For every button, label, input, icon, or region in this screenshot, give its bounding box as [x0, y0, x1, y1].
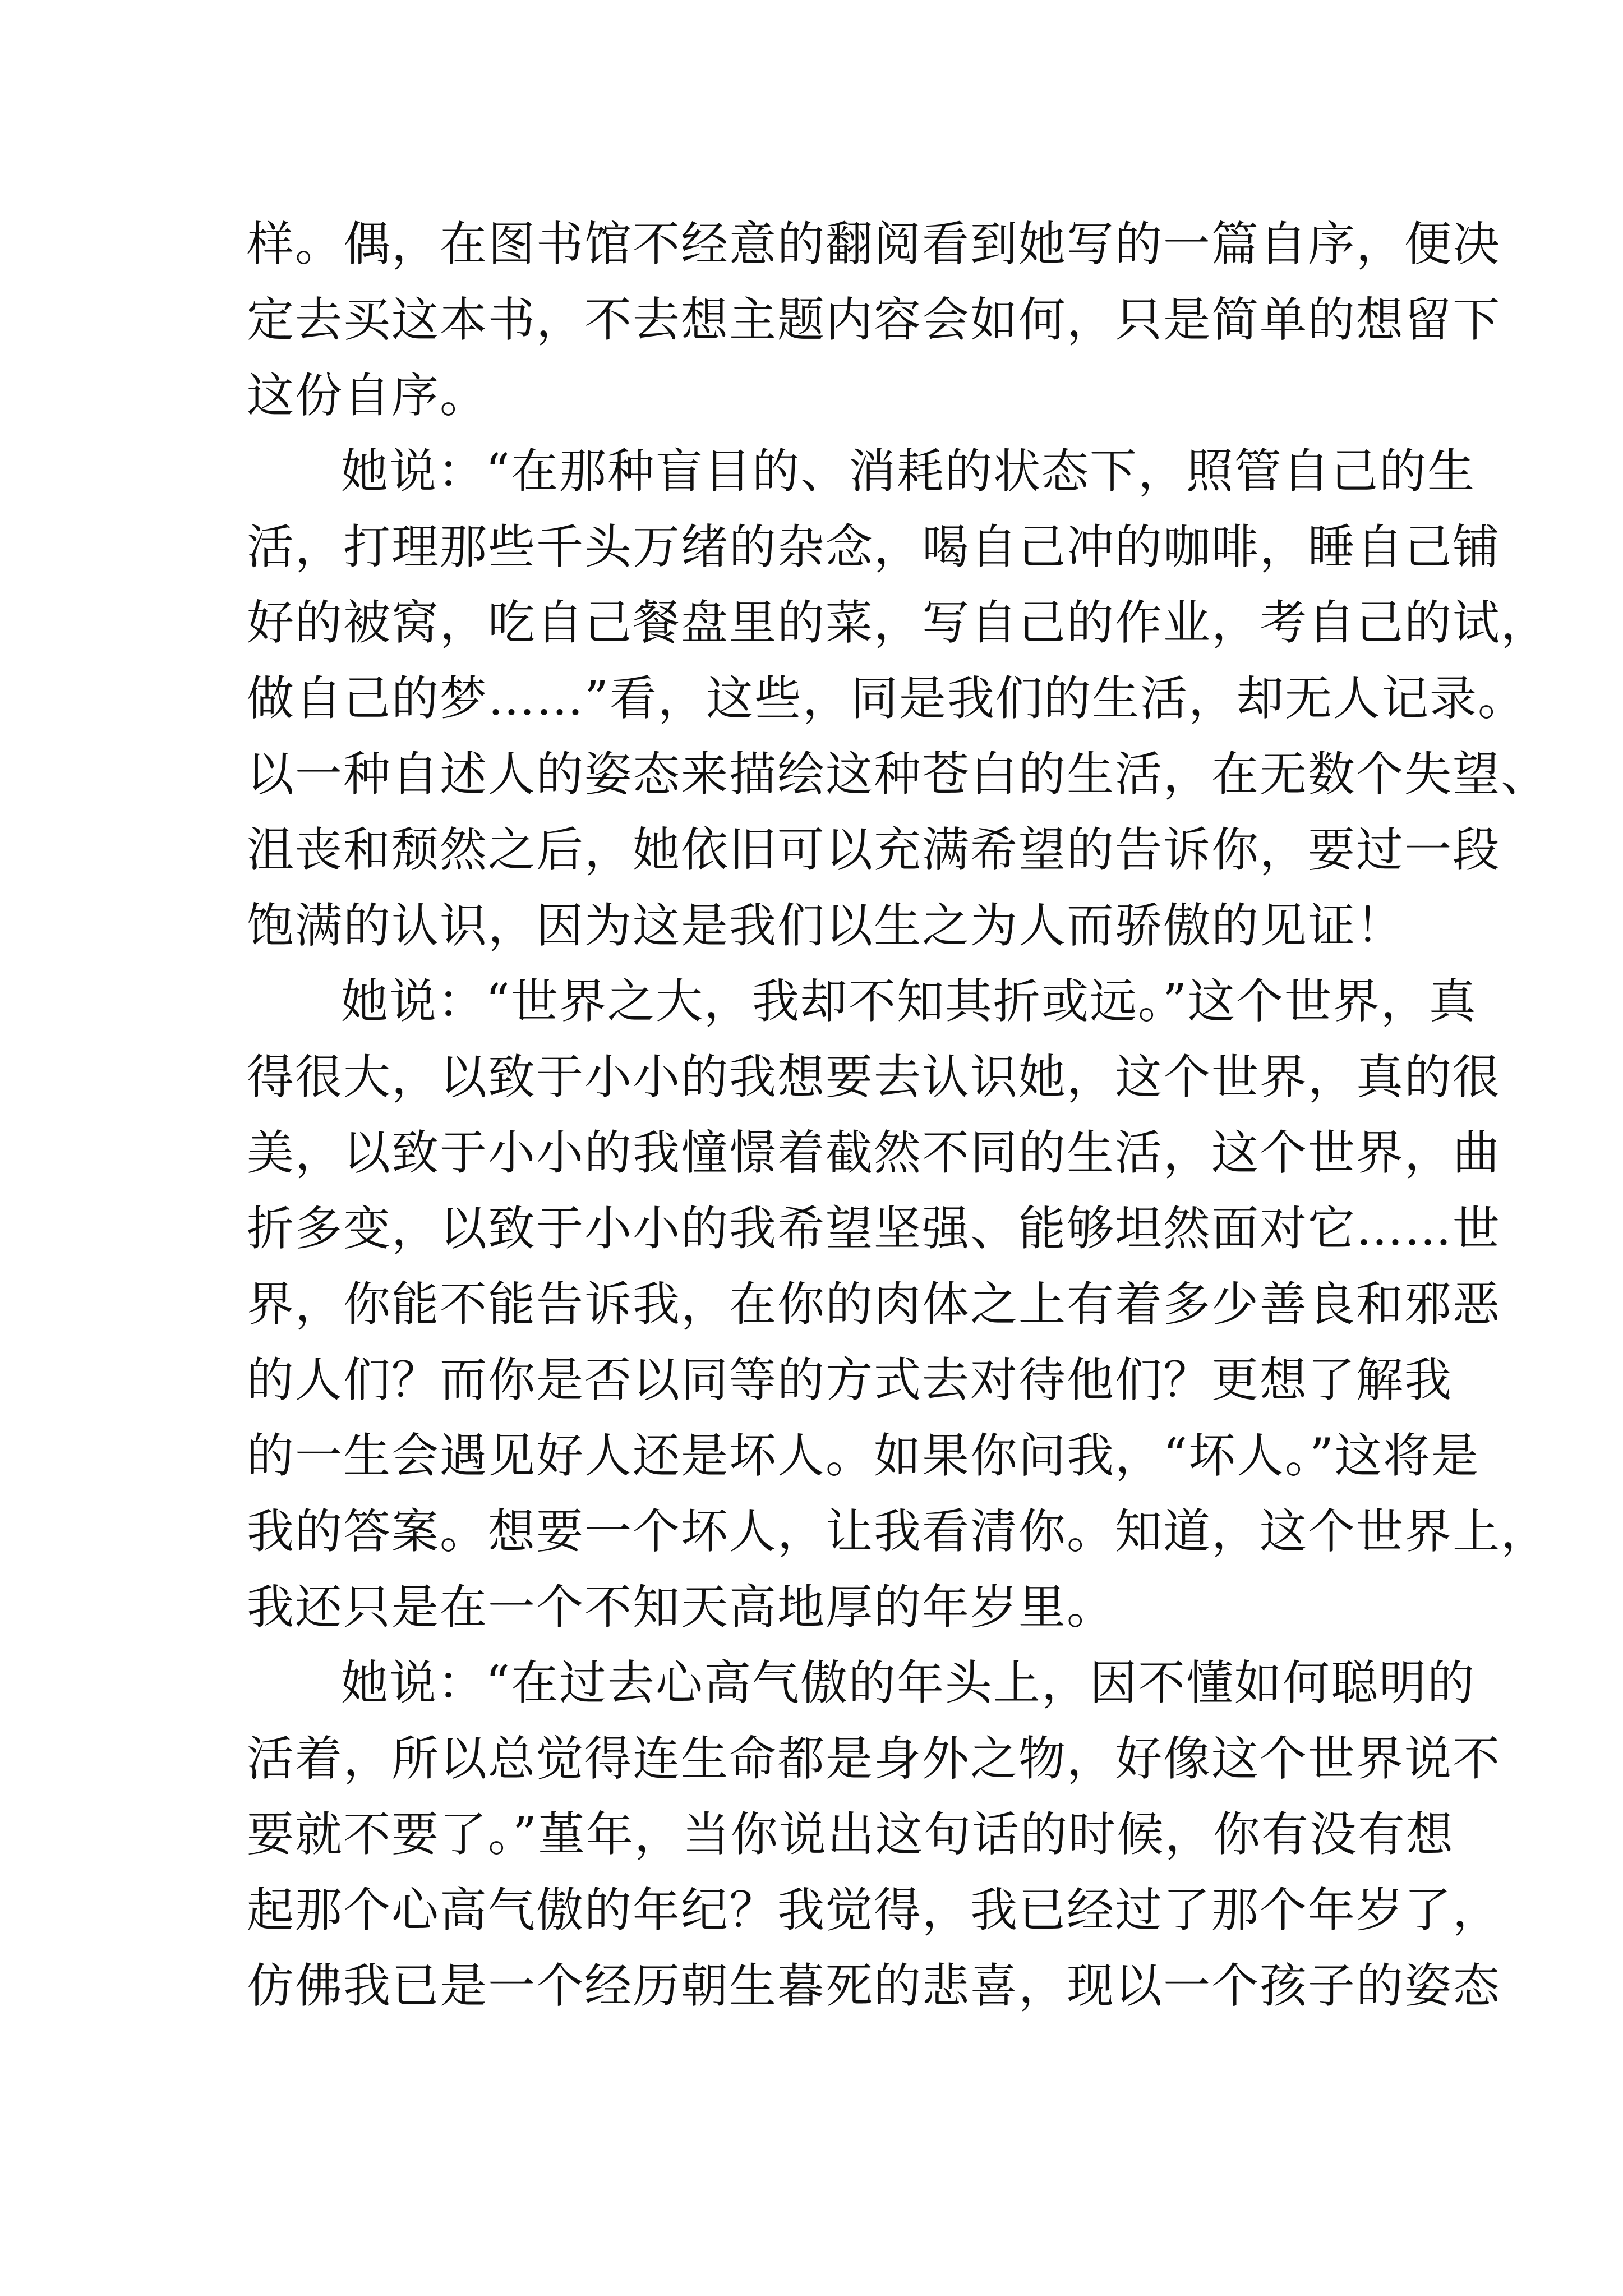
text-line: 美，以致于小小的我憧憬着截然不同的生活，这个世界，曲: [247, 1125, 1501, 1180]
text-line: 她说：“世界之大，我却不知其折或远。”这个世界，真: [341, 974, 1477, 1029]
text-line: 活着，所以总觉得连生命都是身外之物，好像这个世界说不: [247, 1731, 1501, 1786]
text-line: 要就不要了。”堇年，当你说出这句话的时候，你有没有想: [247, 1807, 1454, 1862]
text-line: 的一生会遇见好人还是坏人。如果你问我，“坏人。”这将是: [247, 1428, 1479, 1483]
text-line: 样。偶，在图书馆不经意的翻阅看到她写的一篇自序，便决: [247, 217, 1501, 272]
text-line: 我的答案。想要一个坏人，让我看清你。知道，这个世界上，: [247, 1504, 1550, 1559]
text-line: 我还只是在一个不知天高地厚的年岁里。: [247, 1580, 1115, 1635]
text-line: 这份自序。: [247, 368, 488, 423]
text-line: 起那个心高气傲的年纪？我觉得，我已经过了那个年岁了，: [247, 1883, 1501, 1938]
body-text: [247, 206, 1550, 2024]
text-line: 活，打理那些千头万绪的杂念，喝自己冲的咖啡，睡自己铺: [247, 519, 1501, 574]
text-line: 她说：“在过去心高气傲的年头上，因不懂如何聪明的: [341, 1655, 1476, 1710]
paragraph-4: [247, 1645, 1501, 2024]
text-line: 界，你能不能告诉我，在你的肉体之上有着多少善良和邪恶: [247, 1277, 1501, 1332]
text-line: 折多变，以致于小小的我希望坚强、能够坦然面对它……世: [247, 1201, 1501, 1256]
paragraph-1: [247, 206, 1501, 434]
text-line: 她说：“在那种盲目的、消耗的状态下，照管自己的生: [341, 444, 1476, 499]
text-line: 好的被窝，吃自己餐盘里的菜，写自己的作业，考自己的试，: [247, 595, 1550, 650]
text-line: 做自己的梦……”看，这些，同是我们的生活，却无人记录。: [247, 671, 1526, 726]
paragraph-2: [247, 434, 1550, 964]
text-line: 的人们？而你是否以同等的方式去对待他们？更想了解我: [247, 1352, 1453, 1407]
text-line: 沮丧和颓然之后，她依旧可以充满希望的告诉你，要过一段: [247, 822, 1501, 877]
paragraph-3: [247, 964, 1550, 1645]
text-line: 仿佛我已是一个经历朝生暮死的悲喜，现以一个孩子的姿态: [247, 1958, 1501, 2013]
text-line: 以一种自述人的姿态来描绘这种苍白的生活，在无数个失望、: [247, 747, 1550, 802]
text-line: 饱满的认识，因为这是我们以生之为人而骄傲的见证！: [247, 898, 1405, 953]
text-line: 得很大，以致于小小的我想要去认识她，这个世界，真的很: [247, 1050, 1501, 1105]
text-line: 定去买这本书，不去想主题内容会如何，只是简单的想留下: [247, 292, 1501, 347]
